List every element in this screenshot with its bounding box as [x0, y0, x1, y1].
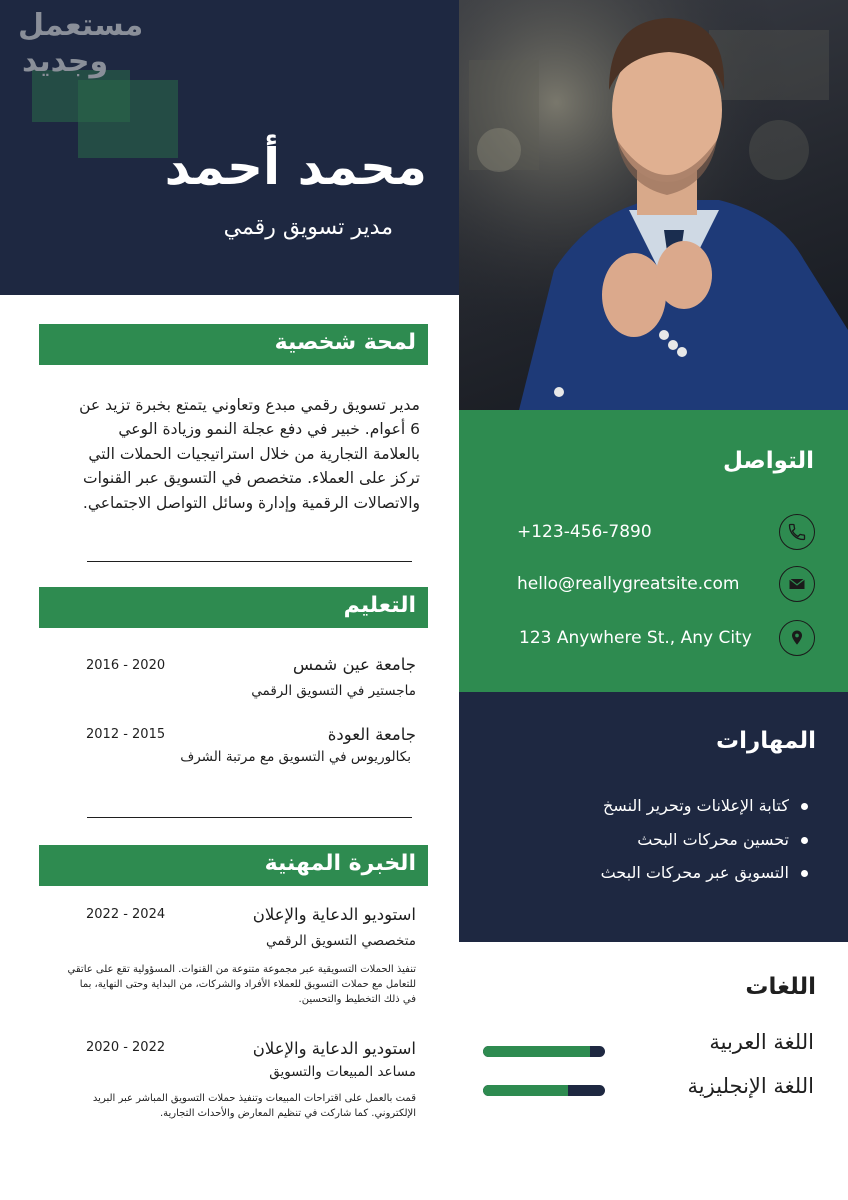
language-level-fill — [483, 1046, 590, 1057]
skill-item: كتابة الإعلانات وتحرير النسخ — [603, 796, 808, 815]
languages-section — [459, 942, 848, 1200]
job-title: مدير تسويق رقمي — [223, 215, 393, 240]
profile-photo — [459, 0, 848, 410]
experience-role: متخصصي التسويق الرقمي — [265, 933, 416, 949]
skills-section — [459, 692, 848, 942]
phone-value: +123-456-7890 — [517, 522, 652, 542]
contact-title: التواصل — [723, 448, 814, 474]
education-dates: 2016 - 2020 — [86, 658, 166, 673]
education-school: جامعة عين شمس — [292, 655, 416, 674]
divider — [87, 561, 412, 562]
phone-icon — [779, 514, 815, 550]
header-block — [0, 0, 459, 295]
experience-company: استوديو الدعاية والإعلان — [252, 1039, 416, 1058]
address-value: 123 Anywhere St., Any City — [519, 628, 752, 648]
education-degree: بكالوريوس في التسويق مع مرتبة الشرف — [180, 749, 411, 765]
profile-text: مدير تسويق رقمي مبدع وتعاوني يتمتع بخبرة تزيد عن 6 أعوام. خبير في دفع عجلة النمو وزيادة الوعي بالعلامة التجارية من خلال استراتيجيات الحملات التي تركز على العملاء. متخصص في التسويق عبر القنوات والاتصالات الرقمية وإدارة وسائل التواصل الاجتماعي. — [79, 396, 420, 512]
language-name: اللغة العربية — [709, 1030, 814, 1054]
contact-phone — [515, 514, 815, 554]
profile-title: لمحة شخصية — [39, 324, 428, 365]
experience-description: قمت بالعمل على اقتراحات المبيعات وتنفيذ حملات التسويق المباشر عبر البريد الإلكتروني. كما شاركت في تنظيم المعارض والأحداث التجارية. — [92, 1093, 416, 1119]
contact-address — [515, 620, 815, 660]
skill-item: تحسين محركات البحث — [637, 830, 808, 849]
skill-item: التسويق عبر محركات البحث — [601, 863, 808, 882]
logo-line-2: وجديد — [22, 44, 109, 79]
language-name: اللغة الإنجليزية — [687, 1074, 814, 1098]
experience-dates: 2020 - 2022 — [86, 1040, 166, 1055]
education-dates: 2012 - 2015 — [86, 727, 166, 742]
education-school: جامعة العودة — [327, 725, 416, 744]
education-title: التعليم — [39, 587, 428, 628]
experience-role: مساعد المبيعات والتسويق — [269, 1064, 416, 1080]
mail-icon — [779, 566, 815, 602]
experience-title: الخبرة المهنية — [39, 845, 428, 886]
experience-dates: 2022 - 2024 — [86, 907, 166, 922]
contact-section — [459, 410, 848, 692]
watermark-logo — [18, 8, 168, 88]
languages-title: اللغات — [745, 974, 816, 1000]
experience-company: استوديو الدعاية والإعلان — [252, 905, 416, 924]
divider — [87, 817, 412, 818]
education-degree: ماجستير في التسويق الرقمي — [251, 683, 416, 699]
experience-description: تنفيذ الحملات التسويقية عبر مجموعة متنوعة من القنوات. المسؤولية تقع على عاتقي للتعامل مع حملات التسويق للعملاء الأفراد والشركات، من البداية وحتى النهاية، بما في ذلك التخطيط والتحسين. — [67, 964, 416, 1005]
email-value: hello@reallygreatsite.com — [517, 574, 740, 594]
language-level-fill — [483, 1085, 568, 1096]
logo-line-1: مستعمل — [18, 8, 144, 43]
language-level-bar — [483, 1085, 605, 1096]
person-name: محمد أحمد — [164, 138, 427, 196]
language-level-bar — [483, 1046, 605, 1057]
location-icon — [779, 620, 815, 656]
contact-email — [515, 566, 815, 606]
skills-title: المهارات — [716, 728, 816, 754]
